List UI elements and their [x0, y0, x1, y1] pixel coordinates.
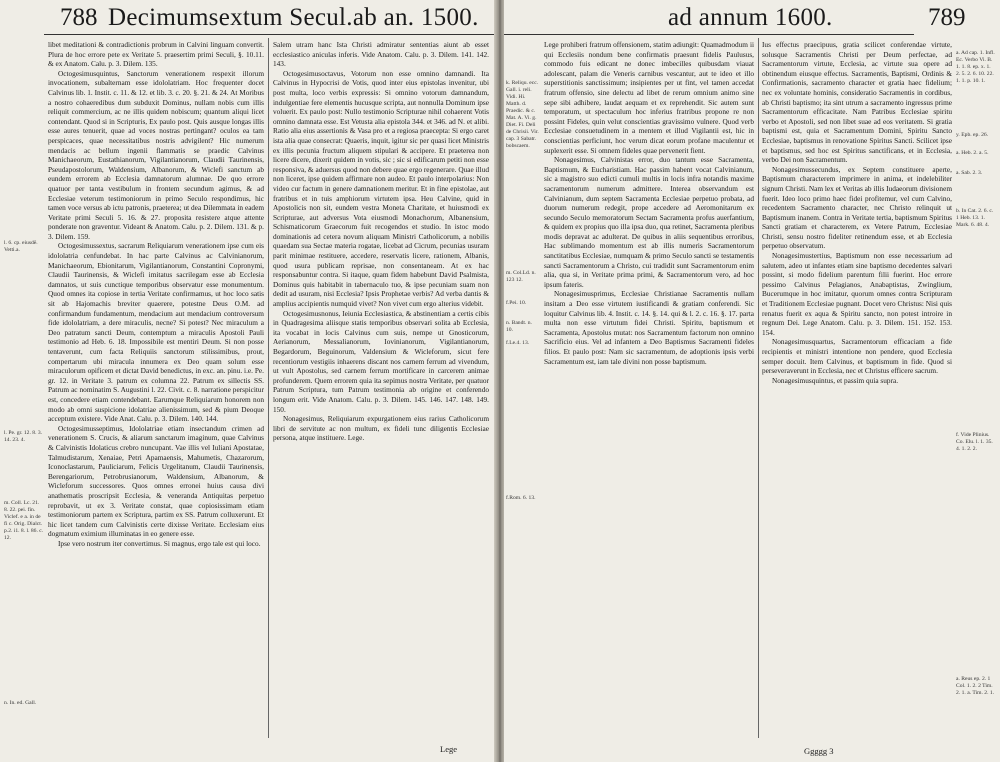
running-head: Decimumsextum Secul.ab an. 1500. [108, 4, 479, 31]
text-column-2 [273, 40, 489, 740]
margin-note: a. Reus ep. 2. 1 Col. 1. 2. 2 Tim. 2. 1. a. Tim. 2. 1. [956, 676, 995, 696]
margin-note: f. Vide Plinius. Co. Elu. l. 1. 35. 4. 1. 2. 2. [956, 432, 993, 452]
running-head: ad annum 1600. [668, 4, 833, 31]
page-number: 789 [928, 4, 966, 31]
header-rule [504, 34, 914, 35]
paragraph: Nonagesimusquartus, Sacramentorum efficaciam a fide recipientis et ministri intentione non pendere, quod Ecclesia semper docuit. Item Calvinus, et baptismum in fide. Quod si perseveraverunt in Ecclesia, nec et Christus efficere sacrum. [762, 337, 952, 376]
margin-note: b. In Cat. 2. 6. c. 1 Heb. 13. 1. Mark. 6. 48. 4. [956, 208, 994, 228]
paragraph: Salem utram hanc Ista Christi admiratur sententias aiunt ab esset ecclesiastico aniculas inferis. Vide Anatom. Calu. p. 3. Dilem. 141. 142. 143. [273, 40, 489, 69]
signature-mark: Ggggg 3 [804, 746, 834, 756]
margin-note: a. Sab. 2. 3. [956, 170, 983, 176]
paragraph: Nonagesimus, Calvinistas error, duo tantum esse Sacramenta, Baptismum, & Eucharistiam. Hac passim habent vocat Calvinianum, sic a magistro suo edicti cumuli multis in locis infra notandis maxime sacramentorum numerum admittere. Interea observandum est Calvinianum, dum septem Sacramenta Ecclesiae perpetuo probata, ad duorum numerum redegit, prope accedere ad Aeromonitarum ex secundo Seculo memoratorum Sectam Sacramenta profus auerfantium, & quidem ex propius quo illa ipsa duo, qua retinet, Sacramenta pleribus modis depravat ac adulterat. De quibus in aliis sequentibus erroribus, Hac sublimando momentum est ab illis numeris Sacramentorum sanctitatibus Ecclesiae, numquam & primo Seculo sancti se testamentis sancti Sacramentorum a Christo, cui tradidit sunt Sacramentorum enim alia, qua si, in Veritate prima primi, & Sacramentorum vero, ad hoc ipsum fateris. [544, 155, 754, 289]
margin-note: f.Rom. 6. 13. [506, 495, 536, 501]
page-number: 788 [60, 4, 98, 31]
text-column-1 [544, 40, 754, 740]
paragraph: Lege prohiberi fratrum offensionem, statim adiungit: Quamadmodum ii qui Ecclesiis nondum bene confirmatis praesunt fidelis Paulusus, commodo fuis edicant ne donec imbecilles quibusdam viauat adolescant, palam die Veneris carnibus vescantur, aut te ideo et illo superstitionis sanctissimum; insipientes per ut fint, vel tamen accedat fratrum offensio, sine delectu ad libet de rerum omnium animo sine sepe sibi adhibere, laudat aequam et ex reprehendit. Sic autem sunt temporatum, ut spectaculum hoc inferius fratribus propone re non possint Fideles, quin velut conscientias gravissimo vulnere. Quod verb Ecclesiae consuetudinem in a mentem et illud Vigilantii est, hic in conscientias perficiunt, hoc verum dicat eorum profane maculentur et suplexerit esse. Si omnem fideles quae pervenerit fient. [544, 40, 754, 155]
right-page [504, 0, 1000, 762]
paragraph: Nonagesimustertius, Baptismum non esse necessarium ad salutem, adeo ut infantes etiam sine baptismo decedentes salvari possint, si modo fidelium parentum filii fuerint. Hoc errore pessimo Calvinus Pelagianos, Anabaptistas, Zwinglium, Bucerumque in hoc imitatur, quorum omnes contra Scripturam et Traditionem Ecclesiae pugnant. Docet vero Christus: Nisi quis renatus fuerit ex aqua & Spiritu sancto, non potest introire in regnum Dei. Lege Anatom. Calu. p. 3. Dilem. 151. 152. 153. 154. [762, 251, 952, 337]
margin-note: m. Coll. Lc. 21. 8. 22. pei. fin. Viclef. e a. in de fi c. Orig. Dialct. p.2. i1. 8. l. 86. c. 12. [4, 500, 44, 541]
margin-note: n. Bandt. n. 10. [506, 320, 532, 333]
margin-note: a. Heb. 2. a. 5. [956, 150, 989, 156]
paragraph: Octogesimusseptimus, Idololatriae etiam insectandum crimen ad venerationem S. Crucis, & aliarum sanctarum imaginum, quae Calvinus & Calvinistis Idolaticus crebro nuncupant. Vae illis vel Iuliani Apostatae, Talmudistarum, Xenaiae, Petri Apamaensis, Mahumetis, Chazarorum, Iconoclastarum, Pauliciarum, Felicis Urgelitanum, Claudii Taurinensis, Berengariorum, Petrobrusianorum, Waldensium, Albanorum, & Wicleforum successores. Quos omnes erronei huius causa divi anathematis proscripsit Ecclesia, & veneranda Antiquitas perpetuo reprobavit, ut ex 3. Veritate constat, quae copiosissimam etiam testimoniorum partem ex Scriptura, partim ex SS. Patrum colluxerunt. Et hic licet tandem cum Calvinistis certe dixisse Veritate. Ecclesiam eius dogmatum eximium illuminatas in eo genere esse. [48, 423, 264, 539]
paragraph: libet meditationi & contradictionis probrum in Calvini linguam convertit. Plura de hoc errore pete ex Veritate 5. praesertim primi Seculi, §. 10.11. & ex Anatom. Calu. p. 3. Dilem. 135. [48, 40, 264, 69]
margin-note: y. Epb. ep. 26. [956, 132, 989, 138]
paragraph: Ius effectus praecipuus, gratia scilicet conferendae virtute, solusque Sacramentis Christi per Deum perfectae, ad Sacramentorum virtute, Ecclesia, ac virtute sua opere ad obtinendum eiusque effectus. Sacramentis, Baptismi, Ordinis & Confirmationis, sacramento character et gratia haec fidelium; nec ex voluntate hominis, consideratio Sacramentis in cordibus, ab Christi baptismo; ita sint utrum a sacramento ingressus prime Sacramentorum efficacitate. Nam Patribus Ecclesiae spiritu verbo et Apostoli, sed non libet suae ad eos veritatem. Si gratia baptismi est, quia et Sacramentum Domini, Spiritu Sancto Ecclesiae, baptismus in renovatione Spiritus Sancti. Scilicet ipse et baptismus, sed hoc est Spiritus sanctificans, et in Ecclesia, verbo Dei non Sacramentum. [762, 40, 952, 165]
margin-note: k. Reliqu. ecc. Gall. i. reli. Vidi. Hi. Matth. d. Praedic. & c. Mat. A. Vi. g. Diet. Fi. Deli de Chrisii. Vir. cap. 3 Sabatr. bobscaem. [506, 80, 539, 149]
paragraph: Nonagesimusquintus, et passim quia supra. [772, 375, 899, 385]
column-rule [268, 38, 269, 738]
paragraph: Octogesimussextus, sacrarum Reliquiarum venerationem ipse cum eis idololatria cenfundebat. In hac parte Calvinus ac Calvinianorum, Manichaeorum, Ebionitarum, Vigilantianorum, Constantini Copronymi, Claudii Taurinensis, & Wiclefi imitatus sacrilegam esse ab Ecclesia damnatos, ut suis cunctique temporibus observatur esse monumentum. Quod omnes ita copiose in tertia Veritate confirmamus, ut hoc loco satis sit ab Hajomachis breviter quaerere, potestne Deus O.M. ad confirmandum fundamentum, mendacium aut mendacium controversum fide idololatriam, a dere miraculis, necne? Si potest? Nec miraculum a Deo patratum sancti Deum, contemptum a miraculis Apostoli Pauli testimonio ad Heb. 6. 18. Impossibile est mentiri Deum. Si non posse tentaverunt, cum facta Reliquiis sanctorum stilissimibus, prout, compertarum ubi miracula innumera ex Deo quam solum esse miraculorum opificem et dictat David benedictus, in exc. an. pinu. i.e. Pe. gr. 12. in Veritate 3. patrum ex columna 22. Patrum ex sillectis SS. Patrum ac nominatim S. Augustini l. 22. Civit. c. 8. narratione perspicitur est, concedere etiam contendebant. Earumque Reliquiarum honorem non modo ab omni suspicione idolatriae alienissimum, sed & pium Deoque acceptum existere. Vide Anat. Calu. p. 3. Dilem. 140. 144. [48, 241, 264, 424]
margin-note: f.Pei. 10. [506, 300, 527, 306]
paragraph: Nonagesimus, Reliquiarum expurgationem eius rarius Catholicorum libri de servitute ac non multum, ex fideli tunc diligentis Ecclesiae persona, atque instituere. Lege. [273, 414, 489, 443]
paragraph: Nonagesimussecundus, ex Septem constituere aperte, Baptismum characterem imprimere in anima, et indelebiliter signum Christi. Nam lex et Veritas ab illis Iudaeorum divisionem fuerit. Ideo loco primo haec fidei profitemur, vel cum Calvino, recedentem Sacramento character, nec Christo relinquit ut Baptismum inanem. Contra in Veritate tertia, baptismum Spiritus Sancti gratiam et characterem, ex Vetere Patrum, Ecclesiae Christi, sensu nostro fideliter retinendum esse, et ab Ecclesia perpetuo observatum. [762, 164, 952, 251]
paragraph: Octogesimusquintus, Sanctorum venerationem respexit illorum invocationem, subalternam esse idololatriam. Hoc frequenter docet Calvinus lib. 1. Instit. c. 11. & 12. et lib. 3. c. 20. §. 21. & 24. At Moribus a nostro cohaeredibus dum subduxit Dominus, nullam nobis cum illis reliquit commercium, ac ne illis quidem nobiscum; quantum aliqui licet contendant. Quod si in Scripturis, Ex paulo post. Quis ausque longas illis esse aures tenuerit, quae ad voces nostras pertingant? oculos ea tam perspicaces, quae necessitatibus nostris advigilent? Hic numerum mendacis ac bellum ingenii flammatis se praedic Calvinus Manichaeorum, Eustathianorum, Vigilantianorum, Claudii Taurinensis, Pseudapostolorum, Waldensium, Albanorum, & Wiclefi sanctum ab eundem errorem ab Ecclesia damnatorum alumnae. De quo errore quatuor per tanta vestibulum in frontem secundum agimus, & ad Ecclesiae veterum testimoniorum in primo Seculo respondimus, hic tamen voce versus ab ictu patronis, praeterea; ut dea Dilemmata in eadem Veritate primi Seculi 5. 16. & 27. proposita resistere atque attente ponderate non graventur. Videant & Anatom. Calu. p. 2. Dilem. 131. & p. 3. Dilem. 159. [48, 68, 264, 241]
margin-note: l. Pe. gr. 12. 8. 3. 14. 23. 4. [4, 430, 43, 443]
text-column-2 [762, 40, 952, 740]
header-rule [44, 34, 496, 35]
catchword: Lege [440, 744, 457, 754]
text-column-1 [48, 40, 264, 740]
left-page [0, 0, 496, 762]
margin-note: m. Col.Ld. n. 123 12. [506, 270, 536, 283]
margin-note: f.Le.4. 13. [506, 340, 530, 346]
paragraph: Octogesimusoctavus, Votorum non esse omnino damnandi. Ita Calvinus in Hypocrisi de Votis, quod inter eius epistolas invenitur, ubi post multa, loco verbis expressis: Si omnino votorum damnandum, indulgentiae fere elementis hucusque scripta, aut nonnulla Dominum ipse voluerit. Ex paulo post: Nullo testimonio Scripturae nihil cohaerent Votis omnino damnata esse. Est Vetusta alia epistola 344. et 346. ad N. et alibi. Ratio alia eius assertionis & Vasa pro et a regiosa praecepta: Si ergo caret ista alia quae consecrat: Quaeris, inquit, igitur sic per quasi licet Ministris ex illis pecunia fructum aliquem stipulari & accipere. Et praeterea non licere dicere, dixerit quidem in votis, sic ; sic si edificarum petiti non esse responsiva, & aduersus quod non debere quae ergo regenerare. Quae illud non liceret, ipse quidem affirmare non audeo. Et paulo interpolarius: Non video cur factum in genere damnationem meritur. Et in fine epistolae, aut fratribus et in tuis amphiorum virtutem ipsa. Heu Calvine, quid in Apostolicis non sit, eundem vestra Moneta Charitate, et huiusmodi ex Scripturae, aut adversus Vota eiusmodi Monachorum, Albanensium, Schismaticorum Graecorum fuit recogendos et studio. In istoc modo dominationis ad cetera novum aliquam Ministri Catholicorum, a nobilis quaedam sua Sectae materia rogatae, licebat ad Cicrum, pecunias usuram parit minimae restituere, accedere, reservatis licere, rationem, Albanis, quod usura publicam reprisae, non consentaneam. At ex hac responsabuntur contra. Si itaque, quam fidem habebunt David Psalmista, Dominus quis habitabit in tabernaculo tuo, & ipse pecuniam suam non dedit ad usuram, nisi Ecclesia? Ipsis Prophetae verbis? Ad verba dantis & amplius accipientis numquid vivet? Non vivet cum ergo alterius videbit. [273, 68, 489, 309]
column-rule [758, 38, 759, 738]
margin-note: a. Ad cap. 1. Infl. Ec. Verbo Vi. B. 1. 1. 8. ep. x. 1. 2. 5. 2. 6. 10. 22. 1. 1. p. 10. 1. [956, 50, 995, 84]
paragraph: Octogesimusnonus, Ieiunia Ecclesiastica, & abstinentiam a certis cibis in Quadragesima aliisque statis temporibus observari solita ab Ecclesia, ita vocabat in locis Calvinus cum suis, nempe ut Gnosticorum, Aerianorum, Messalianorum, Iovinianorum, Vigilantianorum, Begardorum, Beguinorum, Valdensium & Wicleforum, sicut fere recentiorum vestigiis inhaerens discant nos carnem ferrum ad vivendum, ut vult Apostolus, sed carnem ferrum mortificare in carcerem animae profunderem. Quem errorem quia ita sepimus nostra Veritate, per quatuor Patrum Scriptura, tum Patrum testimonia ab origine et conferendo longum erit. Vide Anatom. Calu. p. 3. Dilem. 145. 146. 147. 148. 149. 150. [273, 308, 489, 414]
paragraph: Nonagesimusprimus, Ecclesiae Christianae Sacramentis nullam insitam a Deo esse virtutem iustificandi & gratiam conferendi. Sic loquitur Calvinus lib. 4. Instit. c. 14. §. 14. qui & l. 2. c. 16. §. 17. parta multa non esse virtutum fidei Christi. Spiritu, baptismum et Sacramenta, Apostolus mutat: nos Sacramentum factorum non omnino Sacrificio eius. Vel ad infantem a Deo Baptismus Sacramenti fideles filios. Et paulo post: Nam sic sacramentum, de adoptionis ipsis verbi Sacramentum est, iam tale divini non posse baptismum. [544, 289, 754, 366]
margin-note: l. 6. cp. eiusdē. Vetti.a. [4, 240, 38, 253]
margin-note: n. In. ed. Gall. [4, 700, 37, 706]
paragraph: Ipse vero nostrum iter convertimus. Si magnus, ergo tale est qui loco. [58, 538, 261, 548]
